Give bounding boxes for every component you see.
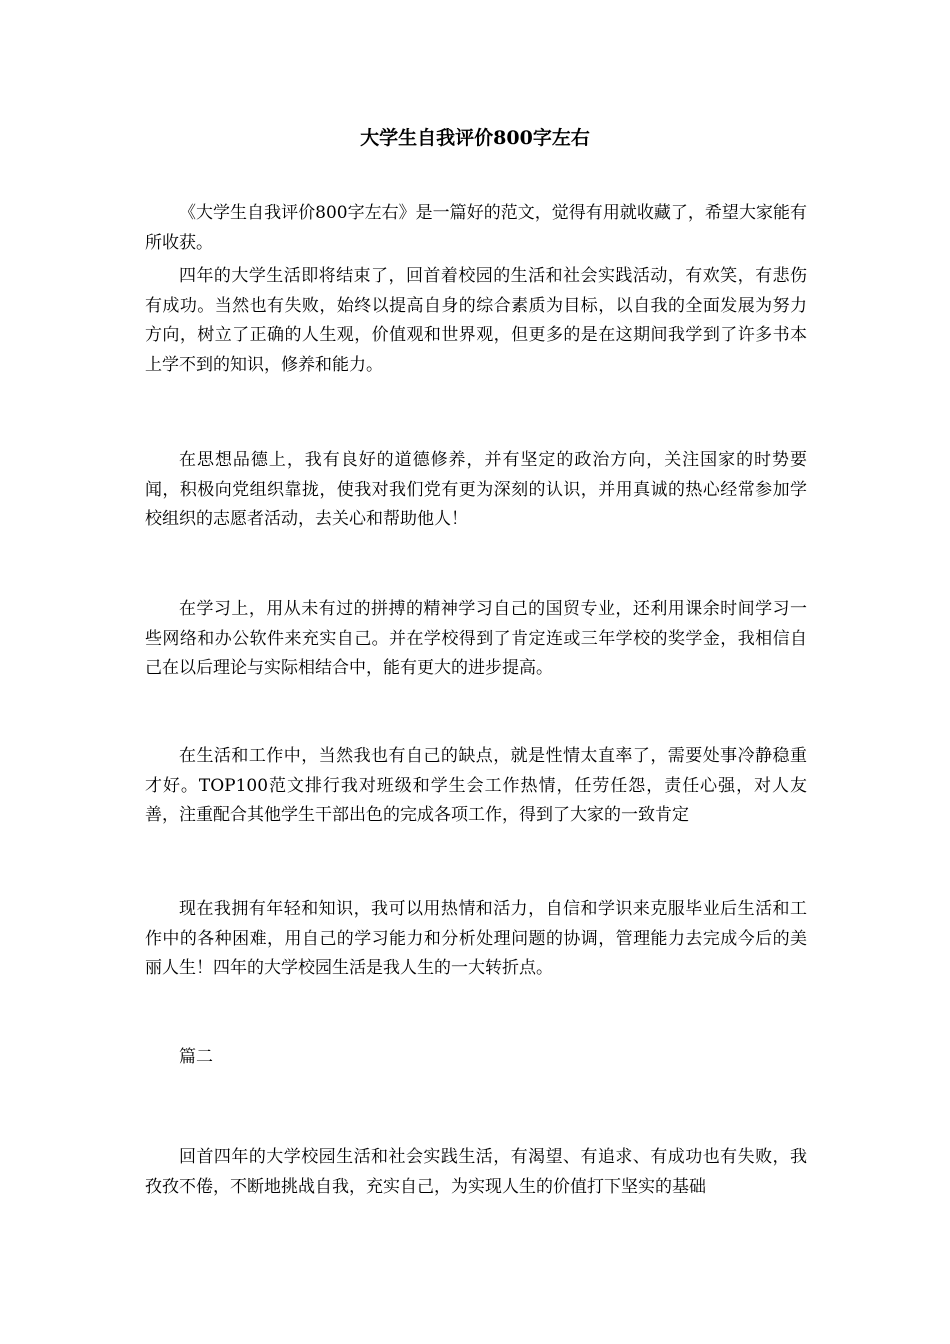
body-paragraph: 在思想品德上，我有良好的道德修养，并有坚定的政治方向，关注国家的时势要闻，积极向党组织靠拢，使我对我们党有更为深刻的认识，并用真诚的热心经常参加学校组织的志愿者活动，去关心和帮助他人！ [145,450,807,529]
document-title: 大学生自我评价800字左右 [360,127,590,149]
body-paragraph: 在学习上，用从未有过的拼搏的精神学习自己的国贸专业，还利用课余时间学习一些网络和办公软件来充实自己。并在学校得到了肯定连或三年学校的奖学金，我相信自己在以后理论与实际相结合中，能有更大的进步提高。 [145,599,807,678]
body-paragraph: 现在我拥有年轻和知识，我可以用热情和活力，自信和学识来克服毕业后生活和工作中的各种困难，用自己的学习能力和分析处理问题的协调，管理能力去完成今后的美丽人生！四年的大学校园生活是我人生的一大转折点。 [145,899,807,978]
body-paragraph: 在生活和工作中，当然我也有自己的缺点，就是性情太直率了，需要处事冷静稳重才好。TOP100范文排行我对班级和学生会工作热情，任劳任怨，责任心强，对人友善，注重配合其他学生干部出色的完成各项工作，得到了大家的一致肯定 [145,746,807,825]
intro-paragraph: 《大学生自我评价800字左右》是一篇好的范文，觉得有用就收藏了，希望大家能有所收获。 [145,203,807,253]
body-paragraph: 回首四年的大学校园生活和社会实践生活，有渴望、有追求、有成功也有失败，我孜孜不倦，不断地挑战自我，充实自己，为实现人生的价值打下坚实的基础 [145,1147,807,1197]
section-heading-part-two: 篇二 [179,1047,213,1067]
body-paragraph: 四年的大学生活即将结束了，回首着校园的生活和社会实践活动，有欢笑，有悲伤有成功。当然也有失败，始终以提高自身的综合素质为目标，以自我的全面发展为努力方向，树立了正确的人生观，价值观和世界观，但更多的是在这期间我学到了许多书本上学不到的知识，修养和能力。 [145,266,807,375]
